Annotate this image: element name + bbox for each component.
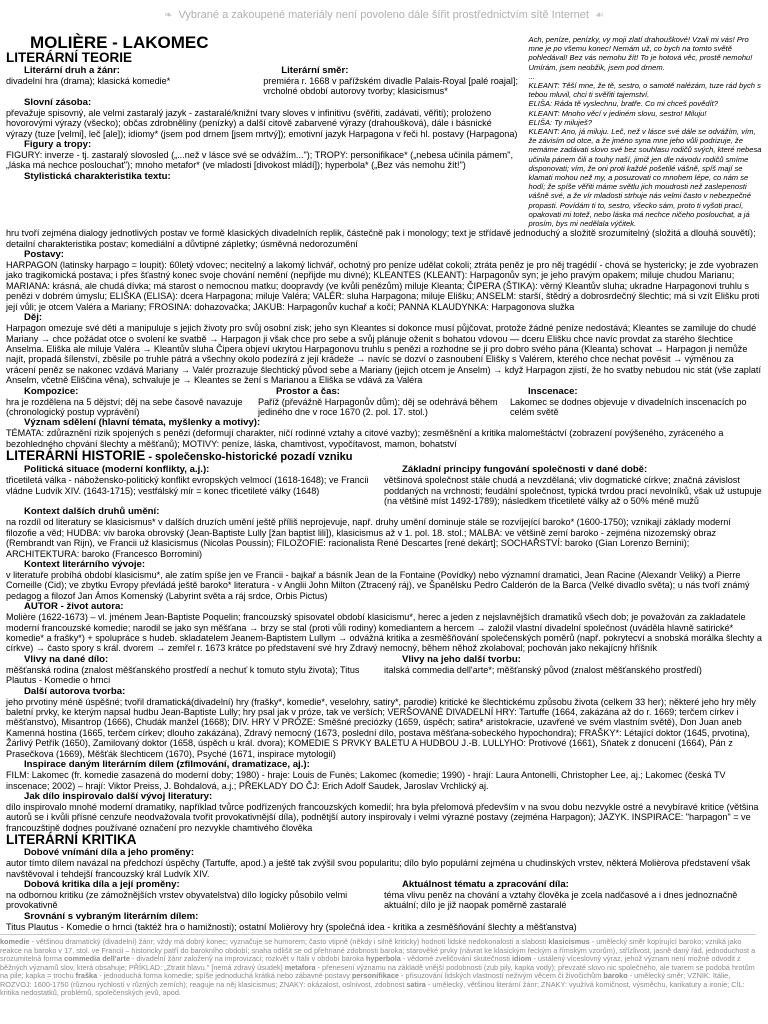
direction-label: Literární směr:	[281, 65, 349, 76]
vocab-text: převažuje spisovný, ale velmi zastaralý jazyk - zastaralé/knižní tvary sloves v infinitivu (svěřiti, zadávati, věřiti); prolożeno hovorovými výrazy (všecko); občas zdrobněliny (penízky) a další citově zabarvené výrazy (drahoušková), dále i básnické výrazy (tuze [velmi], leč [ale]); idiomy* (jsem pod drnem [jsem mrtvý]); emotivní jazyk Harpagona v řeči hl. postavy (Harpagona)	[6, 107, 518, 139]
lit-context-text: v literatuře probíhá období klasicismu*, ale zatím spíše jen ve Francii - bajkař a básník Jean de la Fontaine (Povídky) nebo významní dramatici, Jean Racine (Alexandr Veliký) a Pierre Corneille (Cid); ve zbytku Evropy převládá ještě baroko* literatura - v Anglii John Milton (Ztracený ráj), ve Španělsku Pedro Calderón de la Barca (Velké divadlo světa); u nás tvoří známý pedagog a filozof Jan Ámos Komenský (Labyrint světa a ráj srdce, Orbis Pictus)	[6, 570, 750, 601]
quote-line: KLEANT: Ano, já miluju. Leč, než v lásce své dále se odvážím, vím, že závisím od otce, a že jméno syna mne jeho vůli podrizuje, že nemáme zadávati slovo své bez souhlasu rodičů svých, které nebesa učinila pánem čili a touhy naší, jimiž jen dle návodu rodičů smíme disponovati; vím, že oni proti každé pošetilé vášně, spíš mají se klamati mohou než my, a posuzovati co mnohem lépe, co nám se hodí; že spíše věřiti máme světlu jich moudrosti než zaslepenosti vášně své, a že vír mladosti strhuje nás velmi často v nebezpečné propasti. Povídám ti to, sestro, všecko sám, proto ti vyšoti prací, opakovati mi totež, nebo láska má nechce ničeho poslouchat, a já prosím, bys mi nedělala výčitek.	[528, 127, 762, 229]
glossary-term: commedia dell'arte	[64, 954, 130, 963]
further-influences-text: italská commedia dell'arte*; měšťanský původ (znalost měšťanského prostředí)	[384, 664, 702, 675]
social-label: Základní principy fungování společnosti v dané době:	[402, 464, 648, 476]
quote-line: KLEANT: Těší mne, že tě, sestro, o samotě nalézám, tuze rád bych s tebou mluvil, chci ti svěřiti tajemství.	[528, 81, 761, 100]
characters-label: Postavy:	[24, 249, 64, 261]
art-context-text: na rozdíl od literatury se klasicismus* v dalších druzích umění ještě příliš neprojevuje, např. druhy umění dominuje stále se rozvíjející baroko* (1600-1750); vznikají základy moderní filozofie a věd; HUDBA: viv baroka obrovský (Jean-Baptiste Lully [žan baptist lili]), klasicismus až v 1. pol. 18. stol.; MALBA: ve většině zemí baroko - zejména nizozemský obraz (Rembrandt van Rijn), ve Francii už klasicismus (Nicolas Poussin); FILOZOFIE: racionalista René Descartes [rené dekárt]; SOCHAŘSTVÍ: baroko (Gian Lorenzo Bernini); ARCHITEKTURA: baroko (Francesco Borromini)	[6, 517, 731, 559]
glossary-term: komedie	[0, 937, 30, 946]
kind-text: divadelní hra (drama); klasická komedie*	[6, 76, 171, 86]
glossary-term: metafora	[284, 962, 316, 972]
inscenation-text: Lakomec se dodnes objevuje v divadelních inscenacích po celém světě	[510, 396, 747, 417]
history-heading-sub: - společensko-historické pozadí vzniku	[145, 451, 353, 464]
glossary-def: - většinou dramatický (divadelní) žánr; vždy má dobrý konec; vyznačuje se humorem; často vtipně (někdy i silně kriticky) hodnotí lidské nedokonalosti a slabosti	[29, 937, 547, 946]
glossary-term: klasicismus	[548, 937, 590, 946]
inscenation-label: Inscenace:	[528, 385, 578, 397]
glossary-def: - umělecký směr; VZNIK: Itálie, ROZVOJ: 1600-1750 (různou rychlostí v různých zemích); reaguje na něj klasicismus; ZNAKY: okázalost, oslnivost, zdobnost	[0, 971, 731, 989]
history-heading	[6, 449, 762, 464]
comparison-label: Srovnání s vybraným literárním dílem:	[24, 910, 199, 922]
quote-line: ...	[528, 71, 535, 81]
influences-label: Vlivy na dané dílo:	[24, 653, 109, 665]
glossary-term: personifikace	[351, 971, 399, 980]
quote-box	[521, 32, 763, 228]
glossary	[0, 934, 756, 998]
quote-line: Ach, peníze, penízky, vy moji zlatí drahouškové! Vzali mi vás! Pro mne je po všemu konec! Nemám už, co bych na tomto světě pohledával! Bez vás nemohu žít! To je hotová věc, prostě nemohu! Umírám, jsem neobžik, jsem pod drnem.	[528, 35, 753, 72]
meaning-text: TÉMATA: zdůraznění rizik spojených s penězi (deformují charakter, ničí rodinné vztahy a citové vazby); zesměšnění a kritika malomeštáctví (zobrazení povýšeného, zyráceného a bezohledného chování šlechty a měšťanů); MOTIVY: peníze, láska, chamtivost, vypočítavost, mamon, bohatství	[6, 428, 724, 449]
plot-text: Harpagon omezuje své děti a manipuluje s jejich životy pro svůj osobní zisk; jeho syn Kleantes si dokonce musí půjčovat, protože žádné peníze nedostává; Kleantes se zamiluje do chudé Mariany → chce požádat otce o svolení ke svatbě → Harpagon ji však chce pro sebe a svůj plánuje oženit s bohatou vdovou — dceru Elišku chce navíc provdat za starého šlechtice Anselma. Eliška ale miluje Valéra → Kleantův sluha Čipera objeví ukrytou Harpagonovu truhlu s penězi a rozhodne se ji pro dobro svého pána (Kleanta) schovat → Harpagon ji nemůže najít, propadá šílenství, zběsile po truhle pátrá a všechny okolo podezírá z její krádeže → navíc se dozví o zasnoubení Elišky s Valérem, kterého chce nechat pověsit → výměnou za vrácení peněz se nakonec vzdává Mariany → Valér prozrazuje šlechtický původ sebe a Mariany (jejich otcem je Anselm) → když Harpagon zjistí, že ho svatby nebudou nic stát (vše zaplatí Anselm, včetně Eliščina věna), schvaluje je → Kleantes se žení s Marianou a Eliška se vdává za Valéra	[6, 323, 761, 386]
quote-line: ELIŠA: Ráda tě vyslechnu, bratře. Co mi chceš povědít?	[528, 99, 719, 109]
copyright-banner	[0, 0, 768, 30]
glossary-term: fraška	[75, 971, 98, 980]
influences-text: měšťanská rodina (znalost měšťanského prostředí a nechuť k tomuto stylu života); Titus Plautus - Komedie o hrnci	[6, 664, 360, 686]
period-criticism-label: Dobová kritika díla a její proměny:	[24, 878, 180, 890]
glossary-def: - přenesení významu na základě vnější podobnosti (zub pily, kapka vody); převzaté slovo nic společného, ale tvarem se podobá hrotům na pile; kapka = trochu	[0, 962, 755, 980]
reception-text: autor tímto dílem navázal na předchozí úspěchy (Tartuffe, apod.) a ještě tak zvýšil svou popularitu; dílo bylo populární zejména u chudinských vrstev, některá Molièrova představení však navštěvoval i tehdejší francouzský král Ludvík XIV.	[6, 858, 751, 879]
glossary-def: - přisuzování lidských vlastností neživým věcem či živočichům	[398, 971, 602, 980]
glossary-def: - umělecký směr kopírující baroko; vzniká jako reakce na baroko v 17. stol. ve Francii – historicky patří do barokního období; snaha odlišit se od přehnané zdobnosti baroka; starověké prvky (návrat ke klasickým řeckým a římským vzorům), střízlivost, jasně daný řád, jednoduchost a srozumitelná forma	[0, 937, 756, 963]
vocab-label: Slovní zásoba:	[24, 96, 92, 108]
kind-label: Literární druh a žánr:	[24, 65, 120, 76]
style-label: Stylistická charakteristika textu:	[24, 170, 171, 182]
comparison-text: Titus Plautus - Komedie o hrnci (taktéž hra o hamižnosti); ostatní Molièrovy hry (společná idea - kritika a zesměšňování šlechty a měšťanstva)	[6, 921, 577, 932]
glossary-term: idiom	[511, 954, 532, 963]
development-label: Jak dílo inspirovalo další vývoj literatury:	[24, 790, 213, 802]
glossary-def: - umělecký, většinou literární žánr; ZNAKY: využívá komičnost, výsměchu, karikatury a ironie; CÍL: kritika nedostatků, problémů, společenských jevů, apod.	[0, 979, 745, 997]
author-text: Molière (1622-1673) – vl. jménem Jean-Baptiste Poquelin; francouzský spisovatel období klasicismu*, herec a jeden z nejslavnějších dramatiků všech dob; je považován za zakladatele moderní francouzské komedie; narodil se jako syn měšťana → brzy se stal (proti vůli rodiny) komediantem a hercem → založil vlastní divadelní společnost (uváděla hlavně satirické* komedie* a frašky*) + spolupráce s hudeb. skladatelem Jeanem-Baptistem Lullym → odvážná kritika a zesměšňování společenských poměrů (např. pokrytecví a snobská morálka šlechty a církve) → často spory s král. dvorem → zemřel r. 1673 krátce po představení své hry Zdravý nemocný, během něhož zkolaboval; pochován jako nekajícný hříšník	[6, 612, 762, 654]
glossary-def: - vědomé zveličování skutečnosti	[400, 954, 510, 963]
reception-label: Dobové vnímání díla a jeho proměny:	[24, 847, 195, 859]
style-text: hru tvoří zejména dialogy jednotlivých postav ve formě klasických divadelních replik, částečně pak i monology; text je střídavě jednoduchý a složitě srozumitelný (složitá a dlouhá souvětí); detailní charakteristika postav; komediální a důvtipné zápletky; úsměvná nedorozumění	[6, 228, 756, 249]
period-criticism-text: na odbornou kritiku (ze zámožnějších vrstev obyvatelstva) dílo logicky působilo velmi provokativně	[6, 889, 348, 911]
page-title: MOLIÈRE - LAKOMEC	[30, 33, 209, 52]
ornament-icon: ☙	[594, 9, 604, 21]
setting-text: Paříž (převážně Harpagonův dům); děj se odehrává během jediného dne v roce 1670 (2. pol. 17. stol.)	[258, 396, 498, 417]
composition-text: hra je rozdělena na 5 dějství; děj na sebe časově navazuje (chronologický postup vyprávění)	[6, 396, 243, 417]
ornament-icon: ❧	[164, 9, 173, 21]
author-label: AUTOR - život autora:	[24, 601, 124, 613]
banner-text: Vybrané a zakoupené materiály není povoleno dále šířit prostřednictvím sítě Internet	[178, 9, 589, 21]
glossary-def: - divadelní žánr založený na improvizaci; rozkvět v Itálii v období baroka	[129, 954, 364, 963]
political-text: třicetiletá válka - náboženskо-politický konflikt evropských velmocí (1618-1648); ve Francii vládne Ludvík XIV. (1643-1715); vestfálský mír = konec třicetileté války (1648)	[6, 475, 369, 496]
glossary-def: - ustálený víceslovný výraz, jehož význam není možné odvodit z běžných významů slov, která obsahuje; PŘÍKLAD: „Ztratit hlavu." [nemá zdravý úsudek]	[0, 954, 741, 972]
lit-context-label: Kontext literárního vývoje:	[24, 559, 146, 571]
composition-label: Kompozice:	[24, 385, 79, 397]
glossary-term: baroko	[603, 971, 628, 980]
glossary-term: hyperbola	[365, 954, 401, 963]
theory-heading: LITERÁRNÍ TEORIE	[6, 50, 133, 65]
further-influences-label: Vlivy na jeho další tvorbu:	[402, 653, 521, 665]
adaptations-label: Inspirace daným literárním dílem (zfilmování, dramatizace, aj.):	[24, 759, 310, 771]
meaning-label: Význam sdělení (hlavní témata, myšlenky a motivy):	[24, 417, 261, 429]
works-label: Další autorova tvorba:	[24, 685, 126, 697]
characters-text: HARPAGON (latinsky harpago = loupit): 60letý vdovec; necitelný a lakomý lichvář, ochotný pro peníze udělat cokoli; ztráta peněz je pro něj tragédií - chová se hystericky; je zde vyobrazen jako tragikomická postava; i přes šťastný konec svoje chování nemění (nepřijde mu divné); KLEANTES (KLEANT): Harpagonův syn; je jeho pravým opakem; miluje chudou Marianu; MARIANA: krásná, ale chudá dívka; má starost o nemocnou matku; doopravdy (ve kvůli penězům) miluje Kleanta; ČIPERA (ŠTIKA): věrný Kleantův sluha; ukradne Harpagonovi truhlu s penězi v dobrém úmyslu; ELIŠKA (ELISA): dcera Harpagona; miluje Valéra; VALÉR: sluha Harpagona; miluje Elišku; ANSELM: starší, štědrý a dobrosrdečný šlechtic; má si vzít Elišku proti její vůli; je otcem Valéra a Mariany; FROSINA: dohazovačka; JAKUB: Harpagonův kuchař a kočí; PANNA KLAUDYNKA: Harpagonova služka	[6, 260, 760, 312]
glossary-def: - jednoduchá forma komedie; spíše jednoduchá krátká nebo zábavné postavy	[97, 971, 350, 980]
figures-label: Figury a tropy:	[24, 139, 92, 151]
history-heading-main: LITERÁRNÍ HISTORIE	[6, 448, 146, 464]
setting-label: Prostor a čas:	[276, 385, 340, 397]
quote-line: ELIŠA: Ty miluješ?	[528, 117, 593, 127]
social-text: většinová společnost stále chudá a nevzdělaná; vliv dogmatické církve; značná závislost poddaných na vrchnosti; feudální společnost, typická tvrdou prací nevolníků, však už ustupuje (na většině míst 1492-1789); následkem třicetileté války až o 50% méně mužů	[384, 475, 762, 506]
political-label: Politická situace (moderní konflikty, a.j.):	[24, 464, 210, 476]
glossary-term: satira	[406, 979, 426, 989]
plot-label: Děj:	[24, 312, 43, 324]
relevance-text: téma vlivu peněz na chování a vztahy člověka je zcela nadčasové a i dnes jednoznačně aktuální; dílo je již naopak poměrně zastaralé	[384, 889, 738, 911]
criticism-heading: LITERÁRNÍ KRITIKA	[6, 832, 137, 848]
art-context-label: Kontext dalších druhů umění:	[24, 506, 160, 518]
direction-text: premiéra r. 1668 v pařížském divadle Palais-Royal [palé roajal]; vrcholné období autorovy tvorby; klasicismus*	[263, 76, 518, 97]
works-text: jeho prvotiny méně úspěšné; tvořil dramatická(divadelní) hry (frašky*, komedie*, veselohry, satiry*, parodie) kritické ke šlechtickému způsobu života (celkem 33 her); některé jeho hry měly baletní prvky, ke kterým napsal hudbu Jean-Baptiste Lully; hry psal jak v próze, tak ve verších; VERŠOVANÉ DIVADELNÍ HRY: Tartuffe (1664, zakázána až do r. 1669; terčem církev i měšťanstvo), Misantrop (1666), Chudák manžel (1668); DIV. HRY V PRÓZE: Směšné preciózky (1659, úspěch; satira* aristokracie, uzavřené ve svém vlastním světě), Don Juan aneb Kamenná hostina (1665, terčem církev; dlouho zakázána), Zdravý nemocný (1673, poslední dílo, postava měšťana-sobeckého hypochondra); FRAŠKY*: Létající doktor (1645, prvotina), Žárlivý Petřík (1650), Zamilovaný doktor (1658, úspěch u král. dvora); KOMEDIE S PRVKY BALETU A HUDBOU J.-B. LULLYHO: Protivové (1661), Sňatek z donucení (1664), Pán z Prasečkova (1669), Měšťák šlechticem (1670), Psyché (1671, inspirace mytologií)	[6, 696, 756, 759]
quote-line: KLEANT: Mnoho věcí v jediném slovu, sestro! Miluju!	[528, 108, 707, 118]
figures-text: FIGURY: inverze - tj. zastaralý slovosled („...než v lásce své se odvážím..."); TROPY: personifikace* („nebesa učinila pámem", „láska má nechce poslouchat"); mnoho metafor* (ve mladosti [divokost mládí]); hyperbola* („Bez vás nemohu žít!")	[6, 150, 513, 171]
worksheet	[6, 32, 762, 932]
relevance-label: Aktuálnost tématu a zpracování díla:	[402, 878, 569, 890]
development-text: dílo inspirovalo mnohé moderní dramatiky, například tvůrce podřízených francouzských komedií; hra byla přelomová především v na svou dobu nezvykle ostré a nevybíravé kritice (většina autorů se i kvůli přísné cenzuře neodvažovala tvořit provokativnější díla), podnětjší autory inspirovaly i velmi výrazné postavy (zejména Harpagon); JAZYK. INSPIRACE: "harpagon" = ve francouzštině dodnes používané označení pro nezvykle chamtivého člověka	[6, 801, 759, 833]
adaptations-text: FILM: Lakomec (fr. komedie zasazená do moderní doby; 1980) - hraje: Louis de Funès; Lakomec (komedie; 1990) - hrají: Laura Antonelli, Christopher Lee, aj.; Lakomec (česká TV inscenace; 2002) – hrají: Viktor Preiss, J. Bohdalová, a.j.; PŘEKLADY DO ČJ: Erich Adolf Saudek, Jaroslav Vrchlický aj.	[6, 770, 726, 791]
